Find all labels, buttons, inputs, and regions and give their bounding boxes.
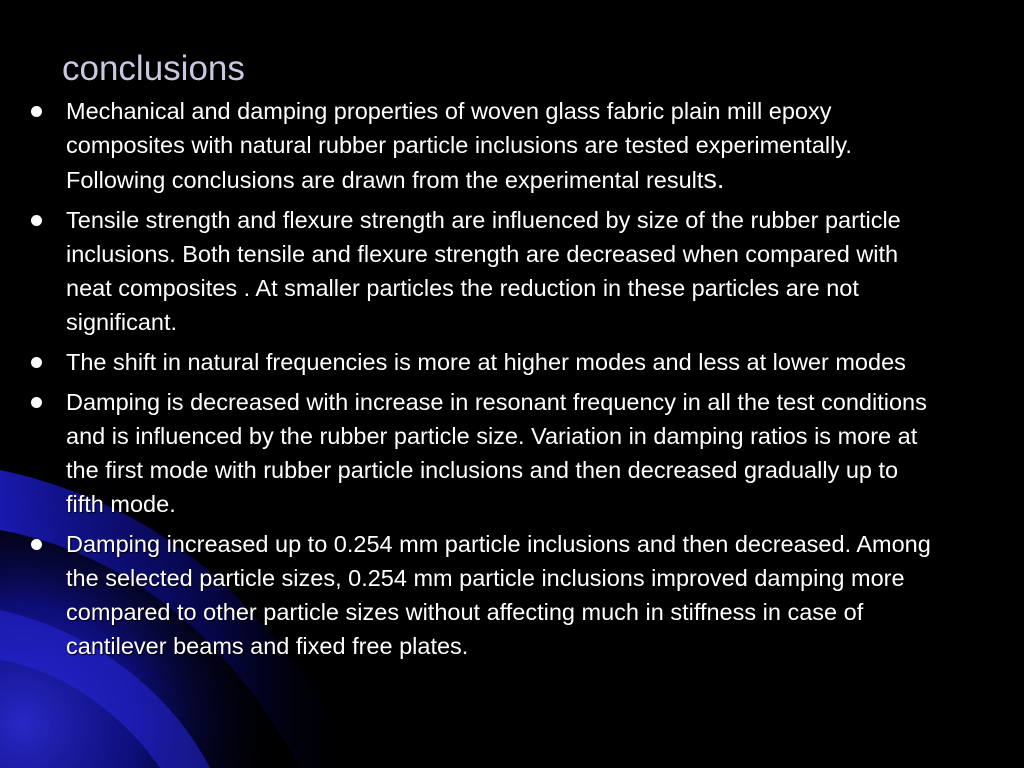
bullet-text: Damping is decreased with increase in resonant frequency in all the test conditions and is influenced by the rubber particle size. Variation in damping ratios is more at the first mode with rubber particle inclusions and then decreased gradually up to fifth mode. [66, 389, 927, 517]
bullet-dot-icon [31, 215, 42, 226]
bullet-dot-icon [31, 397, 42, 408]
bullet-item [28, 385, 938, 521]
bullet-item [28, 203, 938, 339]
bullet-text-main: Mechanical and damping properties of woven glass fabric plain mill epoxy composites with natural rubber particle inclusions are tested experimentally. Following conclusions are drawn from the experimental result [66, 98, 852, 193]
bullet-item [28, 94, 938, 197]
bullet-dot-icon [31, 357, 42, 368]
bullet-text: Tensile strength and flexure strength are influenced by size of the rubber particle inclusions. Both tensile and flexure strength are decreased when compared with neat composites . At smaller particles the reduction in these particles are not significant. [66, 207, 901, 335]
bullet-dot-icon [31, 106, 42, 117]
bullet-dot-icon [31, 539, 42, 550]
bullet-item [28, 345, 938, 379]
bullet-text-tail: s. [703, 164, 725, 194]
slide-title: conclusions [62, 49, 245, 88]
bullet-item [28, 527, 938, 663]
bullet-text [66, 94, 938, 197]
bullet-list [28, 94, 938, 669]
bullet-text: Damping increased up to 0.254 mm particle inclusions and then decreased. Among the selected particle sizes, 0.254 mm particle inclusions improved damping more compared to other particle sizes without affecting much in stiffness in case of cantilever beams and fixed free plates. [66, 531, 931, 659]
bullet-text: The shift in natural frequencies is more at higher modes and less at lower modes [66, 349, 906, 375]
